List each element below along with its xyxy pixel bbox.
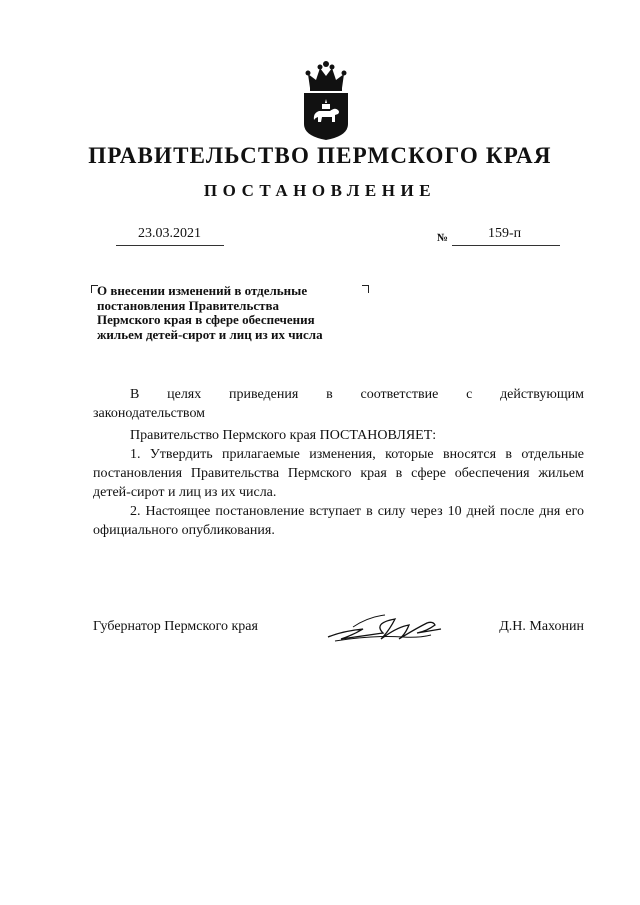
number-sign: №: [437, 232, 449, 244]
signatory-position: Губернатор Пермского края: [93, 619, 258, 634]
document-subject: [97, 284, 377, 342]
signature-block: [93, 617, 584, 657]
intro-word: целях: [167, 387, 202, 402]
intro-word: В: [130, 387, 140, 402]
document-type: ПОСТАНОВЛЕНИЕ: [203, 181, 437, 200]
decree-line: Правительство Пермского края ПОСТАНОВЛЯЕТ:: [130, 428, 437, 443]
subject-line: Пермского края в сфере обеспечения: [97, 312, 315, 327]
intro-tail: законодательством: [93, 406, 206, 421]
intro-word: соответствие: [360, 387, 439, 402]
item-2: 2. Настоящее постановление вступает в силу через 10 дней после дня его официального опубликования.: [93, 504, 584, 538]
subject-line: О внесении изменений в отдельные: [97, 283, 308, 298]
number-underline: [452, 245, 560, 246]
intro-word: в: [326, 387, 333, 402]
intro-first-line: [93, 385, 584, 404]
date-underline: [116, 245, 224, 246]
signatory-name: Д.Н. Махонин: [499, 619, 584, 634]
document-body: [93, 385, 584, 540]
handwritten-signature: [323, 609, 443, 649]
item-1: 1. Утвердить прилагаемые изменения, которые вносятся в отдельные постановления Правительства Пермского края в сфере обеспечения жильем детей-сирот и лиц из их числа.: [93, 447, 584, 500]
intro-word: действующим: [500, 387, 584, 402]
intro-word: с: [466, 387, 473, 402]
intro-word: приведения: [229, 387, 299, 402]
subject-line: жильем детей-сирот и лиц из их числа: [97, 326, 323, 342]
subject-line: постановления Правительства: [97, 297, 279, 313]
organization-title: ПРАВИТЕЛЬСТВО ПЕРМСКОГО КРАЯ: [88, 143, 552, 168]
document-date: 23.03.2021: [138, 226, 201, 241]
perm-krai-coat-of-arms-icon: [298, 58, 354, 142]
document-number: 159-п: [488, 226, 522, 241]
